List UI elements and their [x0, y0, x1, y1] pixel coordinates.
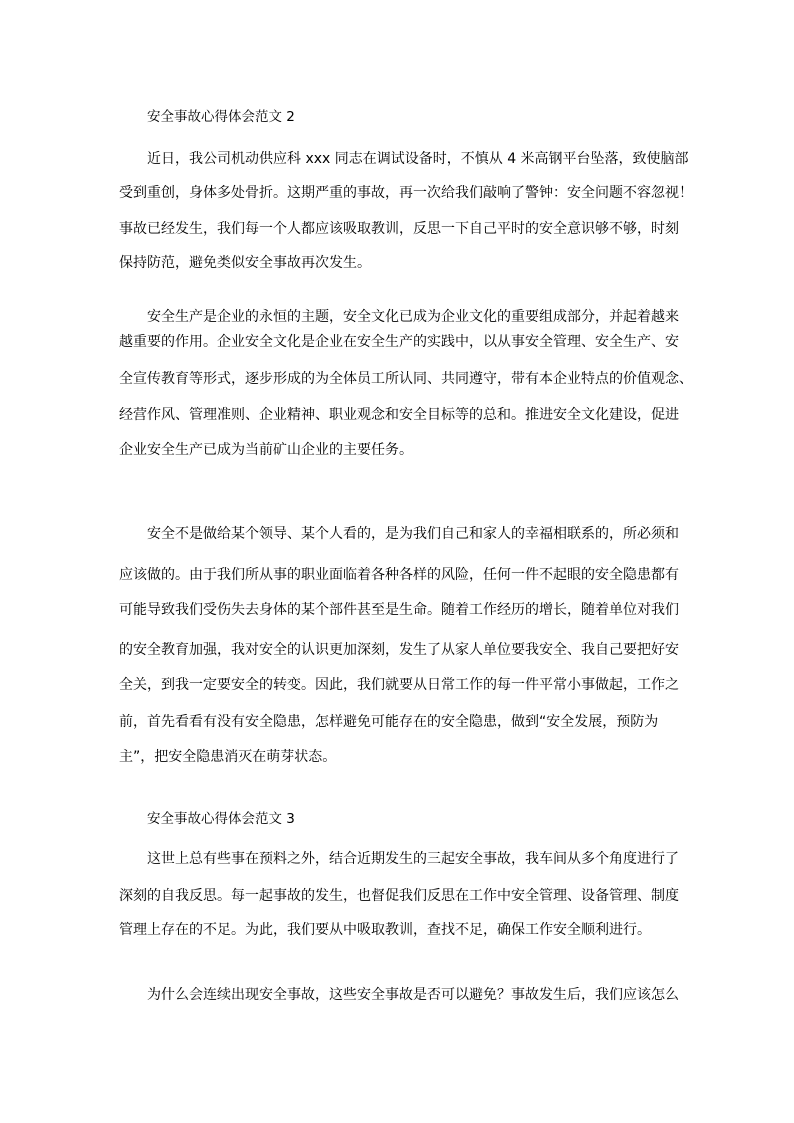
paragraph-2-line-1: 安全生产是企业的永恒的主题，安全文化已成为企业文化的重要组成部分，并起着越来: [147, 309, 679, 325]
paragraph-2-line-5: 企业安全生产已成为当前矿山企业的主要任务。: [119, 442, 413, 458]
paragraph-1-line-1: 近日，我公司机动供应科 xxx 同志在调试设备时，不慎从 4 米高钢平台坠落，致使脑部: [147, 151, 689, 167]
paragraph-3-line-3: 可能导致我们受伤失去身体的某个部件甚至是生命。随着工作经历的增长，随着单位对我们: [119, 602, 679, 618]
paragraph-2-line-4: 经营作风、管理准则、企业精神、职业观念和安全目标等的总和。推进安全文化建设，促进: [119, 407, 679, 423]
section-heading-2: 安全事故心得体会范文 2: [147, 109, 295, 125]
section-heading-3: 安全事故心得体会范文 3: [147, 811, 295, 827]
paragraph-2-line-3: 全宣传教育等形式，逐步形成的为全体员工所认同、共同遵守，带有本企业特点的价值观念、: [119, 371, 693, 387]
paragraph-1-line-2: 受到重创，身体多处骨折。这期严重的事故，再一次给我们敲响了警钟：安全问题不容忽视！: [119, 185, 693, 201]
paragraph-3-line-5: 全关，到我一定要安全的转变。因此，我们就要从日常工作的每一件平常小事做起，工作之: [119, 677, 679, 693]
paragraph-3-line-2: 应该做的。由于我们所从事的职业面临着各种各样的风险，任何一件不起眼的安全隐患都有: [119, 567, 679, 583]
paragraph-1-line-3: 事故已经发生，我们每一个人都应该吸取教训，反思一下自己平时的安全意识够不够，时刻: [119, 221, 679, 237]
paragraph-3-line-6: 前，首先看看有没有安全隐患，怎样避免可能存在的安全隐患，做到“安全发展，预防为: [119, 714, 659, 730]
paragraph-4-line-2: 深刻的自我反思。每一起事故的发生，也督促我们反思在工作中安全管理、设备管理、制度: [119, 888, 679, 904]
paragraph-3-line-4: 的安全教育加强，我对安全的认识更加深刻，发生了从家人单位要我安全、我自己要把好安: [119, 642, 679, 658]
paragraph-5-line-1: 为什么会连续出现安全事故，这些安全事故是否可以避免？事故发生后，我们应该怎么: [147, 987, 679, 1003]
paragraph-4-line-3: 管理上存在的不足。为此，我们要从中吸取教训，查找不足，确保工作安全顺利进行。: [119, 922, 651, 938]
paragraph-3-line-7: 主”，把安全隐患消灭在萌芽状态。: [119, 749, 337, 765]
paragraph-1-line-4: 保持防范，避免类似安全事故再次发生。: [119, 255, 371, 271]
paragraph-4-line-1: 这世上总有些事在预料之外，结合近期发生的三起安全事故，我车间从多个角度进行了: [147, 851, 679, 867]
paragraph-2-line-2: 越重要的作用。企业安全文化是企业在安全生产的实践中，以从事安全管理、安全生产、安: [119, 334, 679, 350]
paragraph-3-line-1: 安全不是做给某个领导、某个人看的，是为我们自己和家人的幸福相联系的，所必须和: [147, 526, 679, 542]
